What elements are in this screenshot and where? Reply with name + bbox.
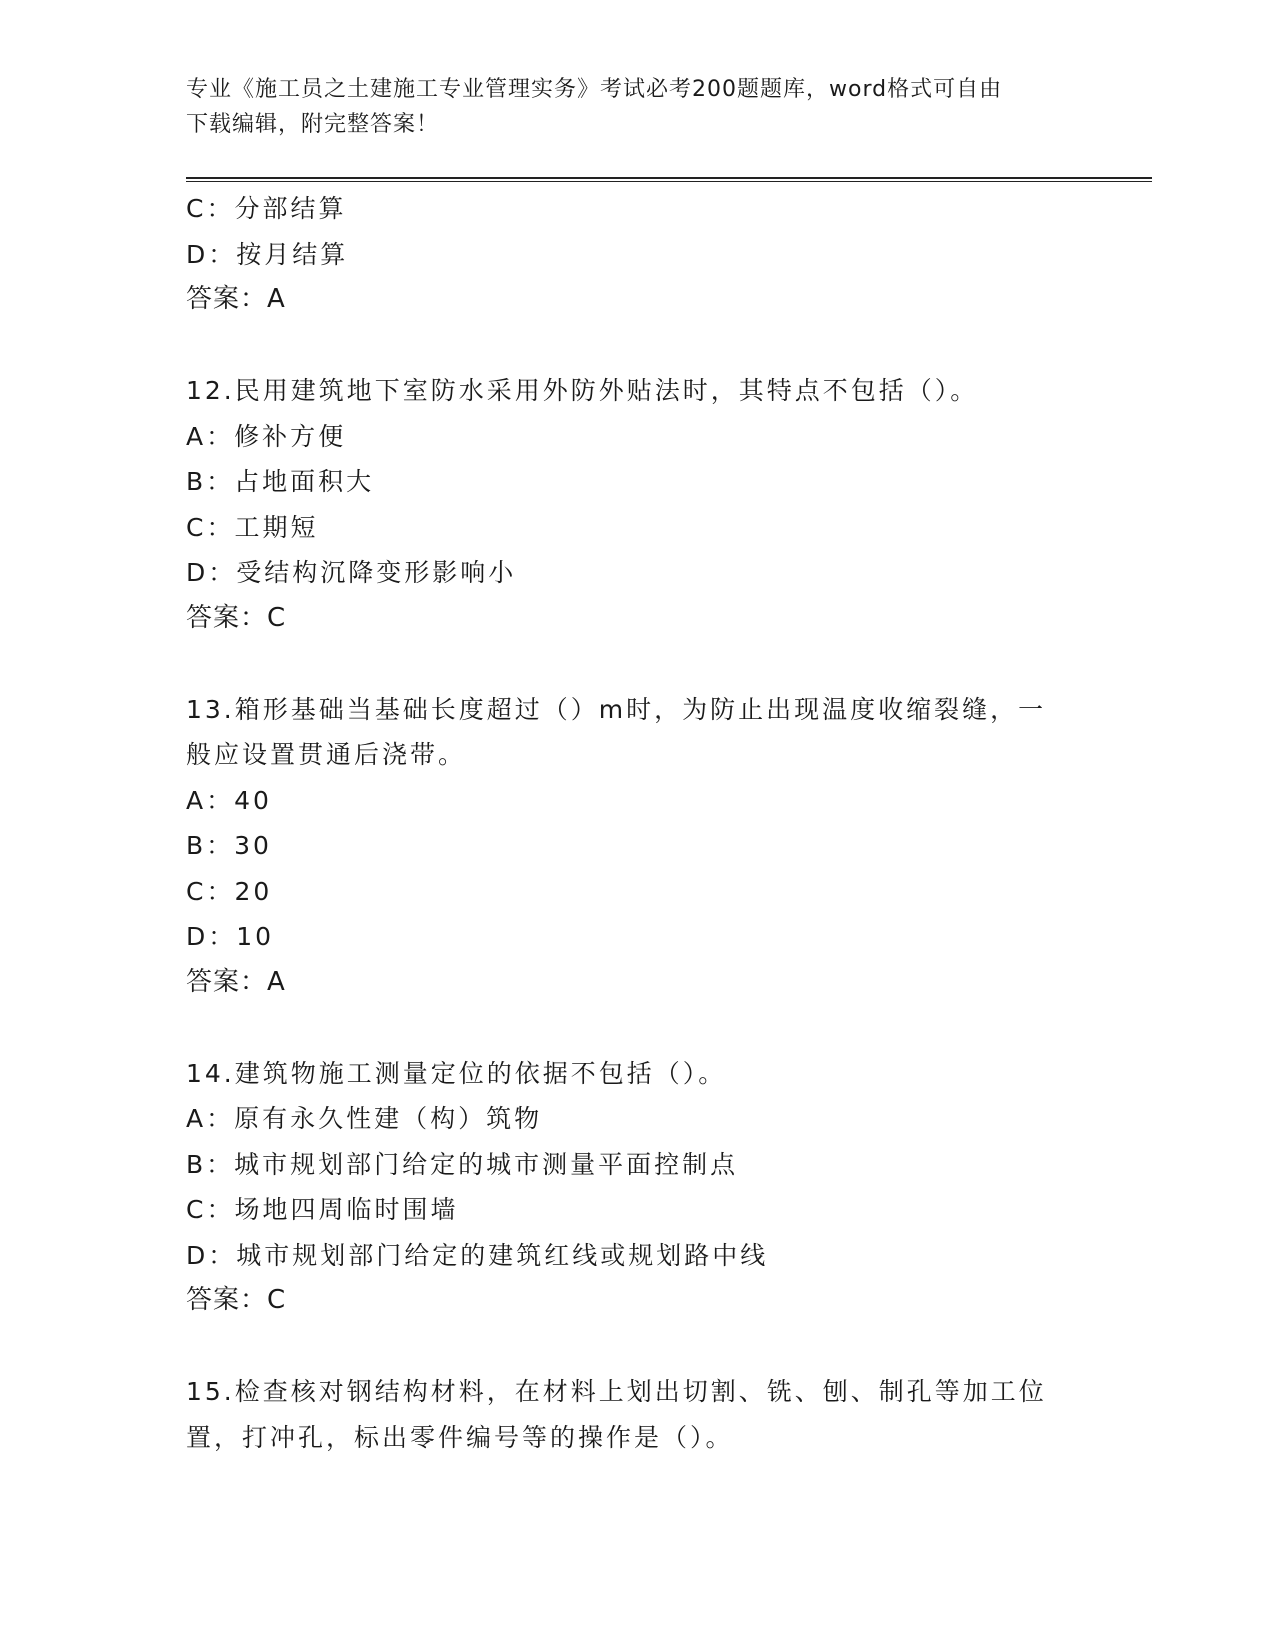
answer: 答案：A [186, 966, 286, 997]
question-11-tail [186, 186, 1106, 323]
header-title-line-1: 专业《施工员之土建施工专业管理实务》考试必考200题题库，word格式可自由 [186, 77, 1003, 102]
option-b: B：占地面积大 [186, 467, 375, 496]
spacer [186, 323, 1106, 369]
question-15 [186, 1369, 1106, 1460]
document-header [186, 72, 1066, 142]
question-stem-line-1: 15.检查核对钢结构材料，在材料上划出切割、铣、刨、制孔等加工位 [186, 1377, 1047, 1406]
option-d: D：城市规划部门给定的建筑红线或规划路中线 [186, 1240, 769, 1270]
option-d: D：按月结算 [186, 239, 349, 269]
option-a: A：40 [186, 785, 272, 815]
question-14 [186, 1051, 1106, 1324]
option-d: D：10 [186, 922, 275, 951]
option-a: A：修补方便 [186, 421, 347, 451]
question-stem: 14.建筑物施工测量定位的依据不包括（）。 [186, 1058, 727, 1088]
question-stem-line-2: 置，打冲孔，标出零件编号等的操作是（）。 [186, 1422, 734, 1452]
answer: 答案：A [186, 284, 286, 314]
question-12 [186, 368, 1106, 641]
option-d: D：受结构沉降变形影响小 [186, 558, 517, 587]
option-c: C：20 [186, 876, 273, 906]
question-stem-line-1: 13.箱形基础当基础长度超过（）m时，为防止出现温度收缩裂缝，一 [186, 694, 1047, 724]
answer: 答案：C [186, 1285, 287, 1315]
question-stem: 12.民用建筑地下室防水采用外防外贴法时，其特点不包括（）。 [186, 376, 979, 405]
option-c: C：分部结算 [186, 194, 347, 223]
header-divider [186, 177, 1152, 182]
option-a: A：原有永久性建（构）筑物 [186, 1104, 543, 1133]
question-stem-line-2: 般应设置贯通后浇带。 [186, 740, 467, 769]
question-list [186, 186, 1106, 1460]
option-c: C：场地四周临时围墙 [186, 1195, 459, 1224]
option-c: C：工期短 [186, 512, 319, 542]
spacer [186, 1005, 1106, 1051]
option-b: B：30 [186, 831, 272, 860]
header-title-line-2: 下载编辑，附完整答案！ [186, 112, 440, 137]
option-b: B：城市规划部门给定的城市测量平面控制点 [186, 1149, 739, 1179]
answer: 答案：C [186, 602, 287, 633]
spacer [186, 1324, 1106, 1370]
question-13 [186, 687, 1106, 1006]
spacer [186, 641, 1106, 687]
